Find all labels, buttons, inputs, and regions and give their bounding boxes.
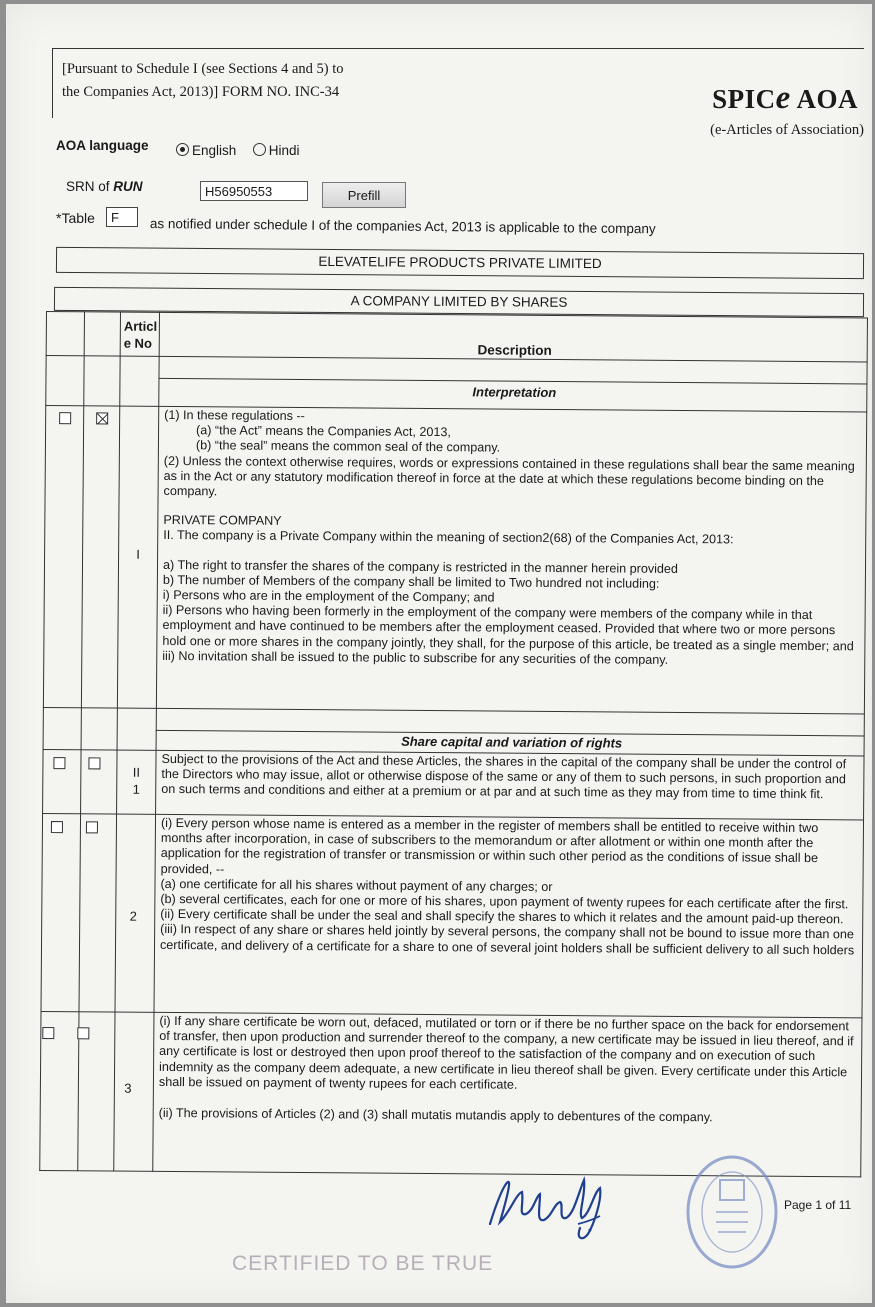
company-seal-image bbox=[682, 1152, 782, 1272]
article-2-text: Subject to the provisions of the Act and these Articles, the shares in the capital of the company shall be under the control of the Directors who may issue, allot or otherwise dispose of the same or any of them to such persons, in such proportion and on such terms and conditions and either at a premium or at par and at such time as they may from time to time think fit. bbox=[161, 751, 847, 802]
company-type-field[interactable]: A COMPANY LIMITED BY SHARES bbox=[54, 287, 864, 317]
article-no-header: Articl e No bbox=[123, 318, 158, 351]
pursuant-line-1: [Pursuant to Schedule I (see Sections 4 and 5) to bbox=[62, 61, 344, 77]
article-2-checkbox-a[interactable] bbox=[53, 757, 65, 769]
document-page bbox=[6, 4, 872, 1303]
article-1-checkbox-a[interactable] bbox=[59, 412, 71, 424]
article-4-checkbox-b[interactable] bbox=[77, 1027, 89, 1039]
col-divider-2 bbox=[113, 312, 121, 1172]
article-4-text: (i) If any share certificate be worn out, defaced, mutilated or torn or if there be no further space on the back for endorsement of transfer, then upon production and surrender thereof to the company, a new certificate may be issued in lieu thereof, and if any certificate is lost or destroyed then upon proof thereof to the satisfaction of the company and on execution of such indemnity as the company deem adequate, a new certificate in lieu thereof shall be given. Every certificate under this Article shall be issued on payment of twenty rupees for each certificate. (ii) The provisions of Articles (2) and (3) shall mutatis mutandis apply to debentures of the company. bbox=[158, 1013, 854, 1125]
article-1-checkbox-b-checked[interactable] bbox=[96, 412, 108, 424]
articles-table bbox=[39, 311, 868, 1177]
radio-hindi-icon[interactable] bbox=[253, 143, 266, 156]
company-name-field[interactable]: ELEVATELIFE PRODUCTS PRIVATE LIMITED bbox=[56, 247, 864, 279]
signature-image bbox=[482, 1164, 612, 1244]
header-rule bbox=[52, 48, 864, 50]
page-number: Page 1 of 11 bbox=[784, 1198, 852, 1212]
article-1-text: (1) In these regulations -- (a) “the Act” means the Companies Act, 2013, (b) “the seal” means the common seal of the company. (2) Unless the context otherwise requires, words or expressions contained in these regulations shall bear the same meaning as in the Act or any statutory modification thereof in force at the date at which these regulations become binding on the company. PRIVATE COMPANY II. The company is a Private Company within the meaning of section2(68) of the Companies Act, 2013: a) The right to transfer the shares of the company is restricted in the manner herein provided b) The number of Members of the company shall be limited to Two hundred not including: i) Persons who are in the employment of the Company; and ii) Persons who having been formerly in the employment of the company were members of the company while in that employment and have continued to be members after the employment ceased. Provided that where two or more persons hold one or more shares in the company jointly, they shall, for the purpose of this article, be treated as a single member; and iii) No invitation shall be issued to the public to subscribe for any securities of the company. bbox=[162, 407, 855, 667]
prefill-button[interactable]: Prefill bbox=[322, 182, 406, 208]
col-divider-1 bbox=[77, 311, 85, 1171]
radio-english-selected-icon[interactable] bbox=[176, 143, 189, 156]
srn-label: SRN of RUN bbox=[66, 179, 143, 194]
article-3-checkbox-b[interactable] bbox=[86, 821, 98, 833]
language-radio-group bbox=[176, 142, 300, 160]
article-4-number: 3 bbox=[124, 1080, 132, 1096]
article-2-number: II 1 bbox=[132, 764, 141, 797]
article-3-text: (i) Every person whose name is entered as a member in the register of members shall be entitled to receive within two months after incorporation, in case of subscribers to the memorandum or after allotment or within one month after the application for the registration of transfer or transmission or within such other period as the conditions of issue shall be provided, -- (a) one certificate for all his shares without payment of any charges; or (b) several certificates, each for one or more of his shares, upon payment of twenty rupees for each certificate after the first. (ii) Every certificate shall be under the seal and shall specify the shares to which it relates and the amount paid-up thereon. (iii) In respect of any share or shares held jointly by several persons, the company shall not be bound to issue more than one certificate, and delivery of a certificate for a share to one of several joint holders shall be sufficient delivery to all such holders bbox=[159, 815, 855, 957]
language-option-hindi[interactable]: Hindi bbox=[253, 143, 300, 158]
article-3-number: 2 bbox=[129, 908, 137, 924]
table-label: *Table bbox=[56, 210, 95, 226]
aoa-language-label: AOA language bbox=[56, 138, 149, 153]
pursuant-line-2: the Companies Act, 2013)] FORM NO. INC-34 bbox=[62, 84, 340, 100]
section-share-capital: Share capital and variation of rights bbox=[401, 733, 623, 751]
article-4-checkbox-a[interactable] bbox=[42, 1027, 54, 1039]
header-left-rule bbox=[52, 48, 53, 118]
pursuant-text bbox=[62, 58, 343, 104]
form-subtitle: (e-Articles of Association) bbox=[710, 122, 864, 138]
srn-input[interactable]: H56950553 bbox=[200, 181, 308, 201]
article-3-checkbox-a[interactable] bbox=[51, 821, 63, 833]
article-1-number: I bbox=[136, 546, 140, 562]
spice-aoa-logo: SPICe AOA bbox=[712, 80, 858, 116]
certified-stamp: CERTIFIED TO BE TRUE bbox=[232, 1252, 494, 1275]
description-header: Description bbox=[477, 342, 552, 358]
section-interpretation: Interpretation bbox=[472, 384, 557, 401]
article-2-checkbox-b[interactable] bbox=[88, 757, 100, 769]
table-border-left bbox=[39, 311, 47, 1171]
row-divider-a1 bbox=[43, 707, 865, 714]
table-input[interactable]: F bbox=[106, 207, 138, 227]
language-option-english[interactable]: English bbox=[176, 143, 236, 158]
table-note: as notified under schedule I of the companies Act, 2013 is applicable to the company bbox=[149, 216, 656, 237]
